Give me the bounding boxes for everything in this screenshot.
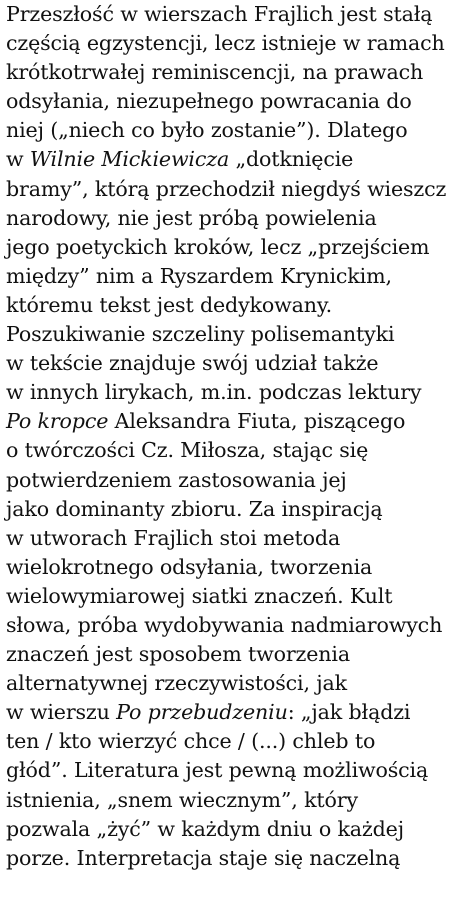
- italic-title-text: Po kropce: [6, 409, 109, 434]
- text-segment: pozwala „żyć” w każdym dniu o każdej: [6, 816, 404, 841]
- text-line: [6, 29, 446, 58]
- text-segment: w tekście znajduje swój udział także: [6, 351, 379, 376]
- text-segment: w: [6, 147, 30, 172]
- text-segment: alternatywnej rzeczywistości, jak: [6, 671, 347, 696]
- text-line: [6, 524, 446, 553]
- text-line: [6, 320, 446, 349]
- text-segment: jego poetyckich kroków, lecz „przejściem: [6, 234, 430, 259]
- text-line: [6, 262, 446, 291]
- text-segment: bramy”, którą przechodził niegdyś wieszcz: [6, 176, 447, 201]
- text-line: [6, 175, 446, 204]
- text-segment: niej („niech co było zostanie”). Dlatego: [6, 118, 408, 143]
- text-line: [6, 466, 446, 495]
- text-line: [6, 495, 446, 524]
- text-segment: potwierdzeniem zastosowania jej: [6, 467, 347, 492]
- text-segment: któremu tekst jest dedykowany.: [6, 292, 332, 317]
- text-line: [6, 727, 446, 756]
- italic-title-text: Wilnie Mickiewicza: [29, 147, 230, 172]
- text-line: [6, 698, 446, 727]
- text-line: [6, 611, 446, 640]
- text-segment: jako dominanty zbioru. Za inspiracją: [6, 496, 383, 521]
- text-segment: w wierszu: [6, 700, 117, 725]
- text-line: [6, 116, 446, 145]
- text-line: [6, 786, 446, 815]
- text-segment: w innych lirykach, m.in. podczas lektury: [6, 380, 422, 405]
- text-line: [6, 0, 446, 29]
- text-line: [6, 87, 446, 116]
- text-line: [6, 553, 446, 582]
- text-segment: w utworach Frajlich stoi metoda: [6, 525, 341, 550]
- text-line: [6, 407, 446, 436]
- text-line: [6, 58, 446, 87]
- text-line: [6, 640, 446, 669]
- text-line: [6, 582, 446, 611]
- text-segment: znaczeń jest sposobem tworzenia: [6, 642, 350, 667]
- text-segment: częścią egzystencji, lecz istnieje w ramach: [6, 31, 445, 56]
- text-line: [6, 669, 446, 698]
- text-segment: „dotknięcie: [229, 147, 354, 172]
- text-segment: istnienia, „snem wiecznym”, który: [6, 787, 358, 812]
- text-line: [6, 756, 446, 785]
- text-segment: krótkotrwałej reminiscencji, na prawach: [6, 60, 424, 85]
- text-segment: słowa, próba wydobywania nadmiarowych: [6, 612, 443, 637]
- text-segment: Poszukiwanie szczeliny polisemantyki: [6, 322, 395, 347]
- text-segment: wielokrotnego odsyłania, tworzenia: [6, 554, 373, 579]
- text-line: [6, 815, 446, 844]
- text-segment: Aleksandra Fiuta, piszącego: [108, 409, 406, 434]
- body-text: [6, 0, 446, 873]
- text-segment: wielowymiarowej siatki znaczeń. Kult: [6, 583, 393, 608]
- text-segment: : „jak błądzi: [287, 700, 411, 725]
- text-segment: porze. Interpretacja staje się naczelną: [6, 845, 401, 870]
- text-segment: odsyłania, niezupełnego powracania do: [6, 89, 412, 114]
- text-line: [6, 436, 446, 465]
- text-segment: ten / kto wierzyć chce / (...) chleb to: [6, 729, 376, 754]
- text-segment: między” nim a Ryszardem Krynickim,: [6, 263, 392, 288]
- text-line: [6, 378, 446, 407]
- text-segment: Przeszłość w wierszach Frajlich jest stałą: [6, 2, 433, 26]
- text-line: [6, 349, 446, 378]
- italic-title-text: Po przebudzeniu: [116, 700, 288, 725]
- text-line: [6, 204, 446, 233]
- text-line: [6, 291, 446, 320]
- text-segment: o twórczości Cz. Miłosza, stając się: [6, 438, 369, 463]
- text-line: [6, 844, 446, 873]
- text-line: [6, 233, 446, 262]
- text-line: [6, 145, 446, 174]
- text-segment: narodowy, nie jest próbą powielenia: [6, 205, 377, 230]
- text-segment: głód”. Literatura jest pewną możliwością: [6, 758, 429, 783]
